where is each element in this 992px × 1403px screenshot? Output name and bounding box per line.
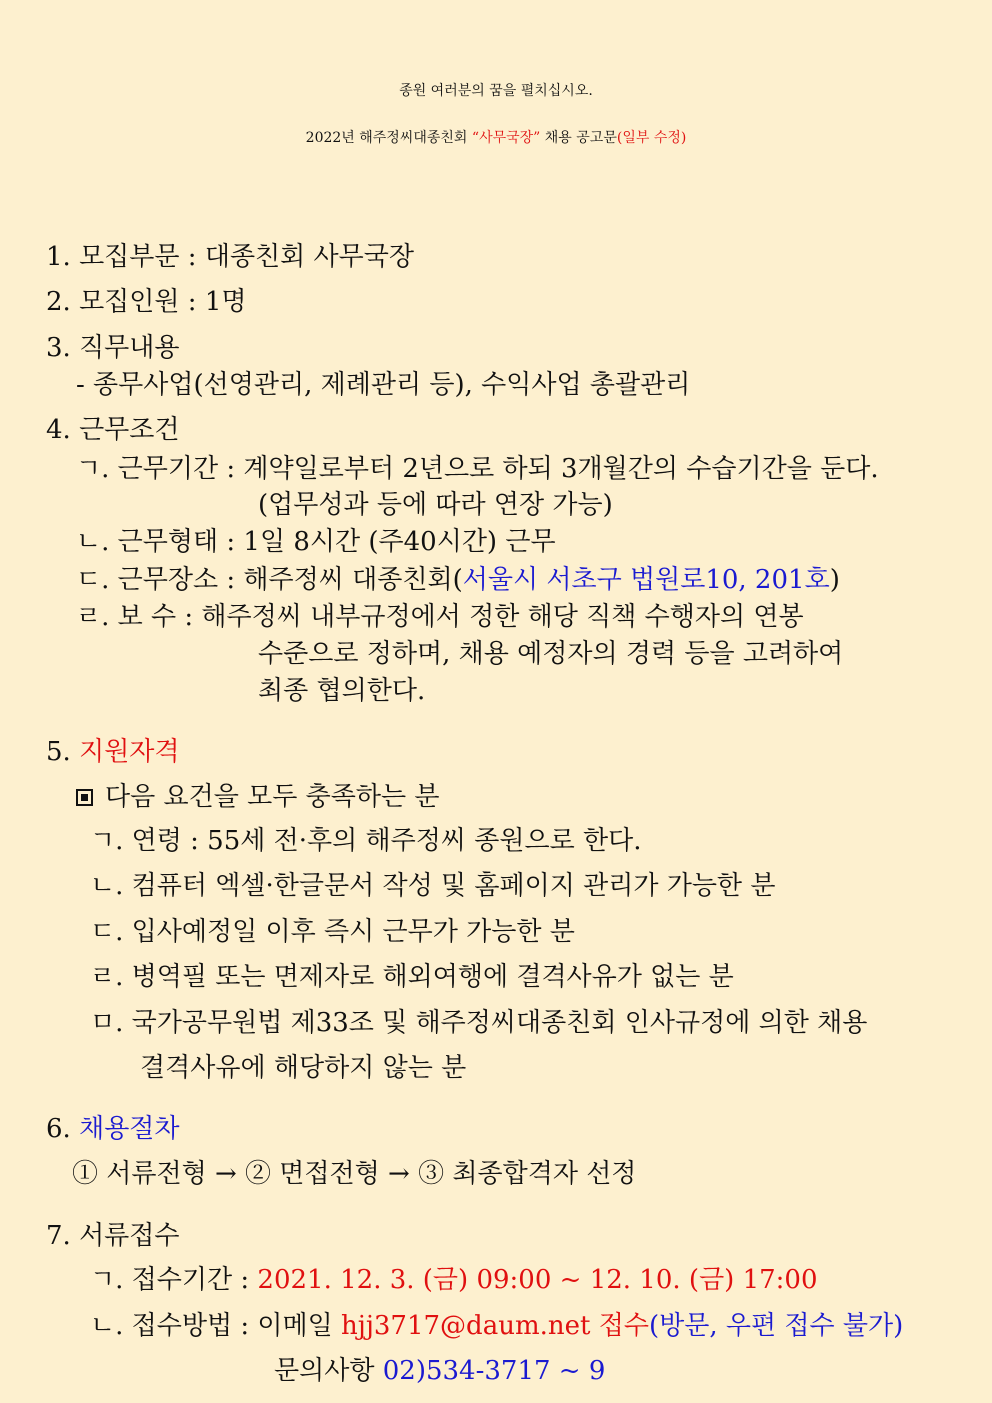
title-slogan: 종원 여러분의 꿈을 펼치십시오. (399, 83, 593, 99)
qualification-law-2: 결격사유에 해당하지 않는 분 (140, 1053, 467, 1083)
section-5-title: 지원자격 (79, 737, 180, 767)
title-line-2 (0, 121, 992, 155)
section-1: 1. 모집부문 : 대종친회 사무국장 (46, 242, 415, 272)
section-6-title: 채용절차 (79, 1114, 180, 1144)
application-period-label: ㄱ. 접수기간 : (90, 1265, 258, 1295)
qualification-intro (76, 780, 439, 814)
qualification-start: ㄷ. 입사예정일 이후 즉시 근무가 가능한 분 (90, 917, 575, 947)
qualification-law-1: ㅁ. 국가공무원법 제33조 및 해주정씨대종친회 인사규정에 의한 채용 (90, 1008, 868, 1038)
section-3-heading: 3. 직무내용 (46, 333, 180, 363)
filled-square-icon (76, 789, 93, 806)
salary-line-2: 수준으로 정하며, 채용 예정자의 경력 등을 고려하여 (258, 639, 844, 669)
work-place (76, 563, 840, 597)
section-6-number: 6. (46, 1114, 80, 1144)
inquiry (274, 1354, 605, 1388)
qualification-computer: ㄴ. 컴퓨터 엑셀·한글문서 작성 및 홈페이지 관리가 가능한 분 (90, 871, 776, 901)
qualification-military: ㄹ. 병역필 또는 면제자로 해외여행에 결격사유가 없는 분 (90, 962, 734, 992)
section-4-heading: 4. 근무조건 (46, 415, 180, 445)
work-period: ㄱ. 근무기간 : 계약일로부터 2년으로 하되 3개월간의 수습기간을 둔다. (76, 454, 879, 484)
section-6-heading (46, 1112, 180, 1146)
title-revision-note: (일부 수정) (616, 130, 687, 146)
work-place-address: 서울시 서초구 법원로10, 201호 (462, 565, 830, 595)
title-org: 2022년 해주정씨대종친회 (305, 130, 472, 146)
section-5-number: 5. (46, 737, 80, 767)
application-method-note: (방문, 우편 접수 불가) (648, 1311, 904, 1341)
work-place-label: ㄷ. 근무장소 : 해주정씨 대종친회( (76, 565, 463, 595)
qualification-intro-text: 다음 요건을 모두 충족하는 분 (105, 782, 440, 812)
hiring-steps: ① 서류전형 → ② 면접전형 → ③ 최종합격자 선정 (72, 1159, 637, 1189)
application-period-value: 2021. 12. 3. (금) 09:00 ~ 12. 10. (금) 17:00 (257, 1265, 818, 1295)
salary-line-1: ㄹ. 보 수 : 해주정씨 내부규정에서 정한 해당 직책 수행자의 연봉 (76, 602, 804, 632)
application-email[interactable]: hjj3717@daum.net 접수 (341, 1311, 649, 1341)
application-method (90, 1309, 903, 1343)
title-line-1 (0, 74, 992, 108)
title-position: “사무국장” (471, 130, 541, 146)
inquiry-label: 문의사항 (274, 1356, 383, 1386)
section-2: 2. 모집인원 : 1명 (46, 287, 247, 317)
title-notice: 채용 공고문 (540, 130, 617, 146)
work-place-close: ) (829, 565, 840, 595)
work-type: ㄴ. 근무형태 : 1일 8시간 (주40시간) 근무 (76, 527, 556, 557)
qualification-age: ㄱ. 연령 : 55세 전·후의 해주정씨 종원으로 한다. (90, 826, 642, 856)
section-7-heading: 7. 서류접수 (46, 1221, 180, 1251)
application-period (90, 1263, 818, 1297)
work-period-note: (업무성과 등에 따라 연장 가능) (258, 490, 613, 520)
section-5-heading (46, 735, 180, 769)
salary-line-3: 최종 협의한다. (258, 676, 426, 706)
application-method-label: ㄴ. 접수방법 : 이메일 (90, 1311, 342, 1341)
section-3-item: - 종무사업(선영관리, 제례관리 등), 수익사업 총괄관리 (76, 370, 691, 400)
inquiry-phone[interactable]: 02)534-3717 ~ 9 (382, 1356, 606, 1386)
